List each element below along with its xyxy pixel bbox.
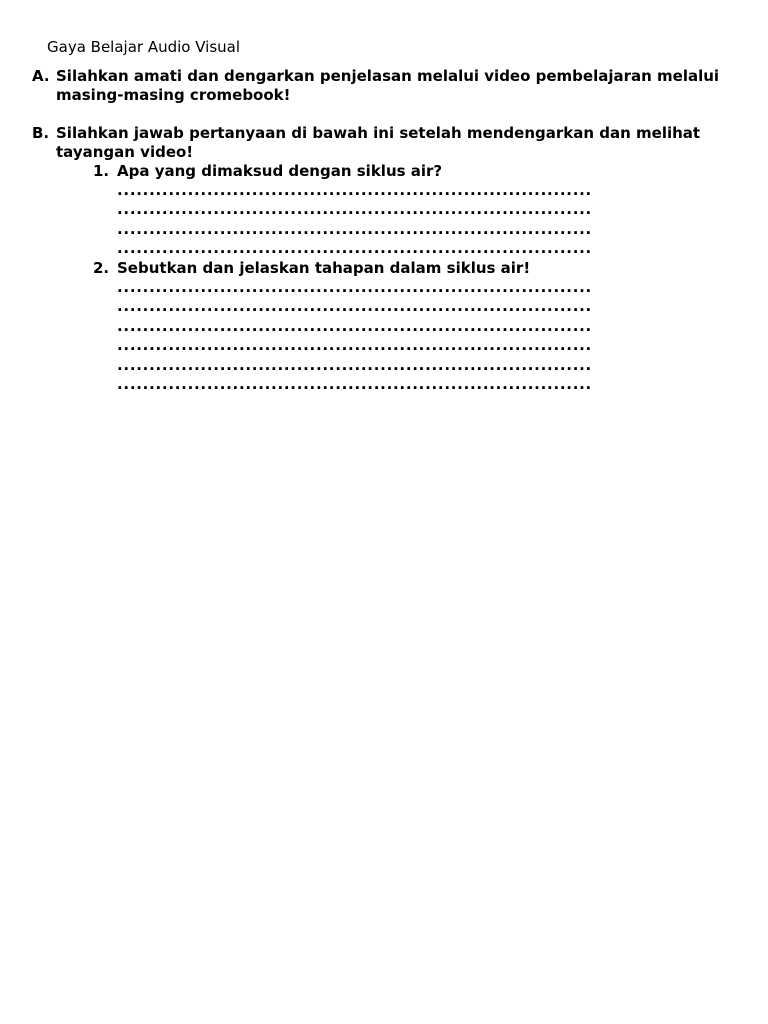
section-a bbox=[32, 67, 732, 105]
question-2-text: Sebutkan dan jelaskan tahapan dalam siklus air! bbox=[117, 259, 531, 277]
question-1-text: Apa yang dimaksud dengan siklus air? bbox=[117, 162, 443, 180]
answer-line[interactable]: .......................................................................... bbox=[117, 316, 592, 335]
answer-line[interactable]: .......................................................................... bbox=[117, 278, 592, 296]
answer-line[interactable]: .......................................................................... bbox=[117, 355, 592, 374]
question-2-number: 2. bbox=[93, 259, 110, 277]
answer-line[interactable]: .......................................................................... bbox=[117, 336, 592, 355]
answer-line[interactable]: .......................................................................... bbox=[117, 219, 592, 238]
question-1-number: 1. bbox=[93, 162, 110, 180]
section-a-text: Silahkan amati dan dengarkan penjelasan melalui video pembelajaran melalui masing-masing cromebook! bbox=[56, 67, 720, 104]
question-2-answer-lines bbox=[117, 278, 733, 394]
question-2 bbox=[93, 259, 733, 394]
section-b bbox=[32, 124, 732, 162]
question-1 bbox=[93, 162, 733, 259]
answer-line[interactable]: .......................................................................... bbox=[117, 297, 592, 316]
answer-line[interactable]: .......................................................................... bbox=[117, 374, 592, 393]
section-a-marker: A. bbox=[32, 67, 50, 85]
question-1-answer-lines bbox=[117, 181, 733, 259]
answer-line[interactable]: .......................................................................... bbox=[117, 200, 592, 219]
answer-line[interactable]: .......................................................................... bbox=[117, 181, 592, 199]
answer-line[interactable]: .......................................................................... bbox=[117, 239, 592, 258]
section-b-text: Silahkan jawab pertanyaan di bawah ini setelah mendengarkan dan melihat tayangan video! bbox=[56, 124, 701, 161]
page-title: Gaya Belajar Audio Visual bbox=[47, 38, 241, 56]
section-b-marker: B. bbox=[32, 124, 50, 142]
